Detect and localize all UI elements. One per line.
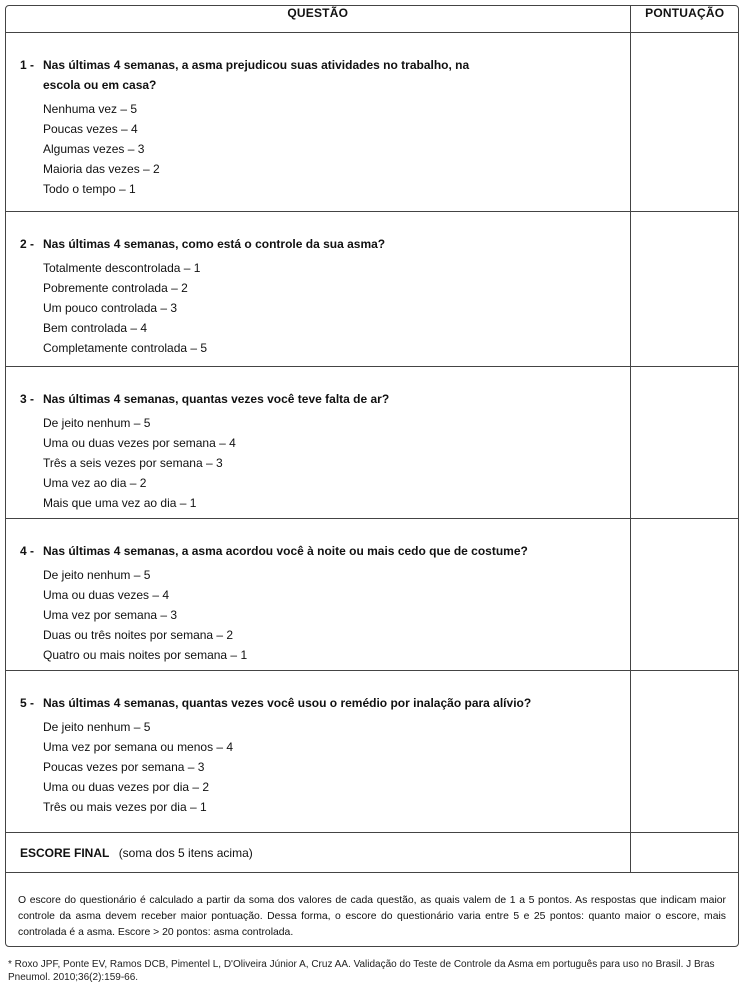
answer-option: Pobremente controlada – 2 [43,281,188,295]
answer-option: Completamente controlada – 5 [43,341,208,355]
question-column-header: QUESTÃO [6,6,630,33]
answer-options [43,413,630,513]
question-number: 1 - [20,58,35,72]
answer-options [43,99,630,199]
score-cell-5[interactable] [630,671,739,833]
final-score-label: ESCORE FINAL [20,845,110,860]
question-row-2 [6,212,739,367]
answer-option: Nenhuma vez – 5 [43,102,138,116]
answer-option: Uma ou duas vezes por semana – 4 [43,436,236,450]
answer-option: Todo o tempo – 1 [43,182,136,196]
table-header-row [6,6,739,33]
question-row-1 [6,33,739,212]
answer-option: Quatro ou mais noites por semana – 1 [43,648,248,662]
question-cell-5 [6,671,630,833]
score-explanation: O escore do questionário é calculado a partir da soma dos valores de cada questão, as quais valem de 1 a 5 pontos. As respostas que indicam maior controle da asma devem receber maior pontuação. Dessa forma, o escore do questionário varia entre 5 e 25 pontos: quanto maior o escore, mais controlada é a asma. Escore > 20 pontos: asma controlada. [18,895,726,938]
answer-options [43,258,630,358]
question-cell-4 [6,519,630,671]
answer-option: Mais que uma vez ao dia – 1 [43,496,197,510]
question-number: 2 - [20,237,35,251]
score-cell-4[interactable] [630,519,739,671]
question-cell-3 [6,367,630,519]
answer-option: Um pouco controlada – 3 [43,301,178,315]
answer-option: Uma vez por semana – 3 [43,608,178,622]
question-row-5 [6,671,739,833]
final-score-cell [6,833,630,873]
answer-option: Uma vez por semana ou menos – 4 [43,740,234,754]
question-number: 5 - [20,696,35,710]
final-score-value-cell[interactable] [630,833,739,873]
question-row-4 [6,519,739,671]
score-cell-2[interactable] [630,212,739,367]
answer-options [43,717,630,817]
answer-option: Bem controlada – 4 [43,321,148,335]
answer-option: Uma ou duas vezes – 4 [43,588,170,602]
question-text: Nas últimas 4 semanas, quantas vezes você usou o remédio por inalação para alívio? [43,696,532,710]
score-cell-3[interactable] [630,367,739,519]
score-column-header: PONTUAÇÃO [630,6,739,33]
question-text: Nas últimas 4 semanas, quantas vezes você teve falta de ar? [43,392,390,406]
question-text: Nas últimas 4 semanas, como está o controle da sua asma? [43,237,386,251]
answer-option: De jeito nenhum – 5 [43,568,151,582]
question-text: Nas últimas 4 semanas, a asma acordou você à noite ou mais cedo que de costume? [43,544,528,558]
answer-option: Algumas vezes – 3 [43,142,145,156]
questionnaire-frame [5,5,739,947]
answer-options [43,565,630,665]
answer-option: De jeito nenhum – 5 [43,416,151,430]
question-row-3 [6,367,739,519]
score-cell-1[interactable] [630,33,739,212]
question-number: 3 - [20,392,35,406]
answer-option: Poucas vezes – 4 [43,122,138,136]
answer-option: Uma ou duas vezes por dia – 2 [43,780,210,794]
final-score-note: (soma dos 5 itens acima) [118,845,253,860]
question-cell-2 [6,212,630,367]
question-text: Nas últimas 4 semanas, a asma prejudicou suas atividades no trabalho, na escola ou em casa? [43,58,470,92]
answer-option: Duas ou três noites por semana – 2 [43,628,234,642]
answer-option: De jeito nenhum – 5 [43,720,151,734]
final-score-row [6,833,739,873]
answer-option: Maioria das vezes – 2 [43,162,160,176]
question-number: 4 - [20,544,35,558]
answer-option: Três ou mais vezes por dia – 1 [43,800,207,814]
answer-option: Uma vez ao dia – 2 [43,476,147,490]
answer-option: Totalmente descontrolada – 1 [43,261,201,275]
reference-footnote: * Roxo JPF, Ponte EV, Ramos DCB, Pimentel L, D'Oliveira Júnior A, Cruz AA. Validação do Teste de Controle da Asma em português para uso no Brasil. J Bras Pneumol. 2010;36(2):159-66. [8,959,715,983]
act-table [6,6,739,873]
answer-option: Poucas vezes por semana – 3 [43,760,205,774]
question-cell-1 [6,33,630,212]
answer-option: Três a seis vezes por semana – 3 [43,456,223,470]
